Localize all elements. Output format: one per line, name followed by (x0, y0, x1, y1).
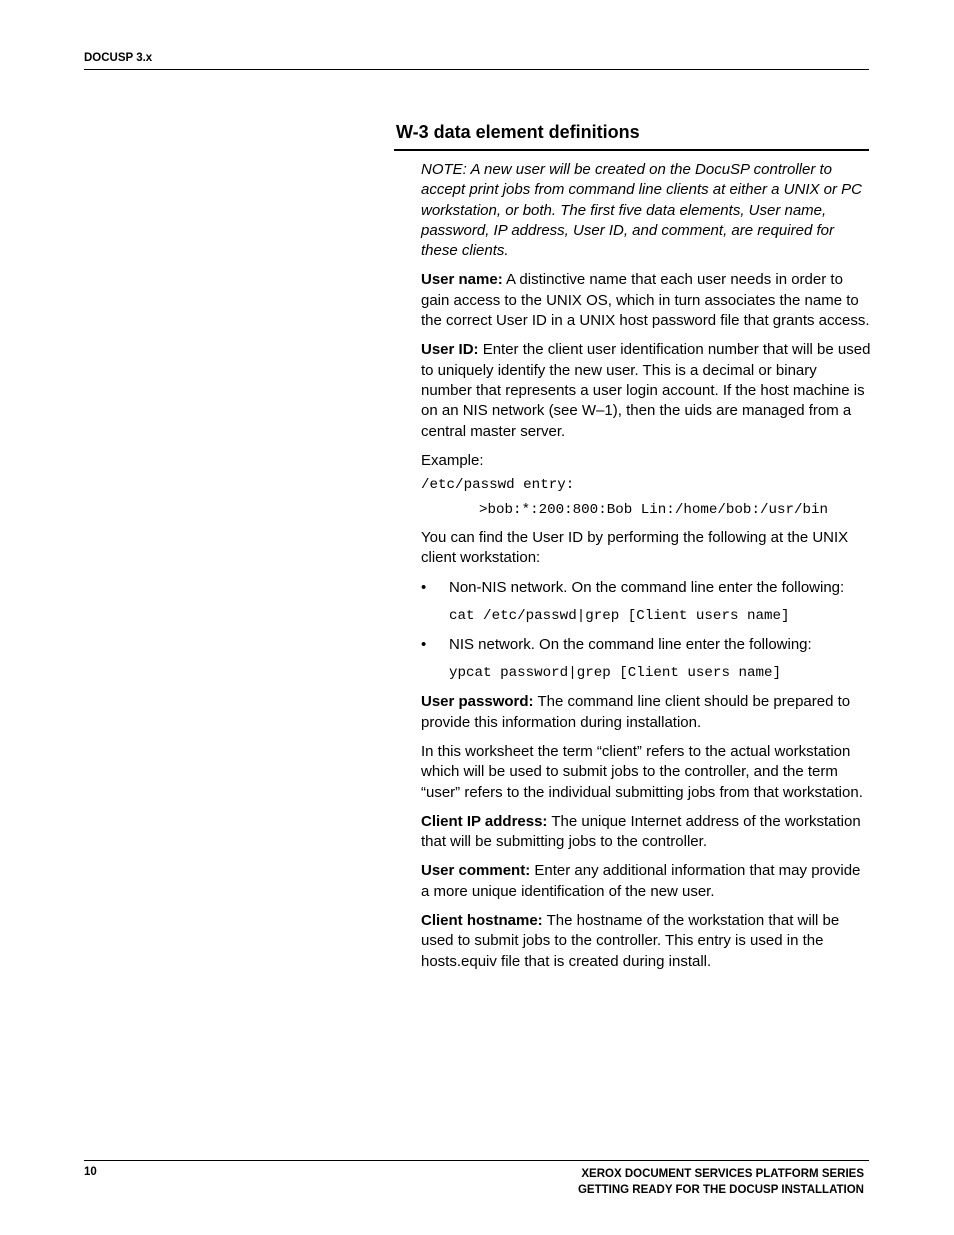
find-intro: You can find the User ID by performing the following at the UNIX client workstation: (421, 529, 849, 567)
term-user-name: User name: (421, 271, 503, 289)
bullet-code-nis: ypcat password|grep [Client users name] (449, 665, 782, 682)
desc-user-comment: Enter any additional information that may provide a more unique identification of the new user. (421, 862, 861, 900)
title-rule (394, 149, 869, 151)
definition-user-name (421, 270, 871, 331)
bullet-text: Non-NIS network. On the command line enter the following: (449, 578, 845, 596)
example-code-line-1: /etc/passwd entry: (421, 477, 575, 494)
definition-user-id (421, 340, 871, 441)
term-user-id: User ID: (421, 341, 479, 359)
footer-rule (84, 1160, 869, 1161)
term-client-ip: Client IP address: (421, 812, 548, 830)
section-title: W-3 data element definitions (396, 122, 640, 142)
example-label: Example: (421, 451, 484, 469)
desc-user-name: A distinctive name that each user needs in order to gain access to the UNIX OS, which in turn associates the name to the correct User ID in a UNIX host password file that grants access. (421, 271, 870, 330)
definition-user-comment (421, 861, 871, 902)
definition-user-password (421, 692, 871, 733)
note-paragraph: NOTE: A new user will be created on the DocuSP controller to accept print jobs from command line clients at either a UNIX or PC workstation, or both. The first five data elements, User name, password, IP address, User ID, and comment, are required for these clients. (421, 161, 863, 260)
definition-client-ip (421, 812, 871, 853)
page-number: 10 (84, 1166, 97, 1178)
term-client-hostname: Client hostname: (421, 912, 543, 930)
desc-user-password: The command line client should be prepared to provide this information during installation. (421, 693, 851, 731)
header-rule (84, 69, 869, 70)
definition-client-hostname (421, 911, 871, 972)
desc-client-hostname: The hostname of the workstation that will be used to submit jobs to the controller. This entry is used in the hosts.equiv file that is created during install. (421, 912, 840, 970)
bullet-icon: • (421, 578, 427, 596)
bullet-item-nis (421, 635, 871, 655)
body-content (421, 160, 871, 981)
running-header: DOCUSP 3.x (84, 52, 153, 64)
footer-line-2: GETTING READY FOR THE DOCUSP INSTALLATION (577, 1184, 864, 1196)
desc-user-id: Enter the client user identification number that will be used to uniquely identify the new user. This is a decimal or binary number that represents a user login account. If the host machine is on an NIS network (see W–1), then the uids are managed from a central master server. (421, 341, 871, 440)
example-code-line-2: >bob:*:200:800:Bob Lin:/home/bob:/usr/bin (479, 502, 829, 519)
worksheet-note: In this worksheet the term “client” refers to the actual workstation which will be used to submit jobs to the controller, and the term “user” refers to the individual submitting jobs from that workstation. (421, 742, 863, 801)
bullet-code-non-nis: cat /etc/passwd|grep [Client users name] (449, 608, 790, 625)
term-user-password: User password: (421, 693, 534, 711)
bullet-icon: • (421, 636, 427, 654)
desc-client-ip: The unique Internet address of the workstation that will be submitting jobs to the controller. (421, 812, 861, 851)
term-user-comment: User comment: (421, 862, 531, 880)
footer-line-1: XEROX DOCUMENT SERVICES PLATFORM SERIES (581, 1168, 864, 1180)
bullet-text: NIS network. On the command line enter the following: (449, 636, 812, 654)
running-footer (578, 1166, 864, 1198)
bullet-item-non-nis (421, 578, 871, 598)
